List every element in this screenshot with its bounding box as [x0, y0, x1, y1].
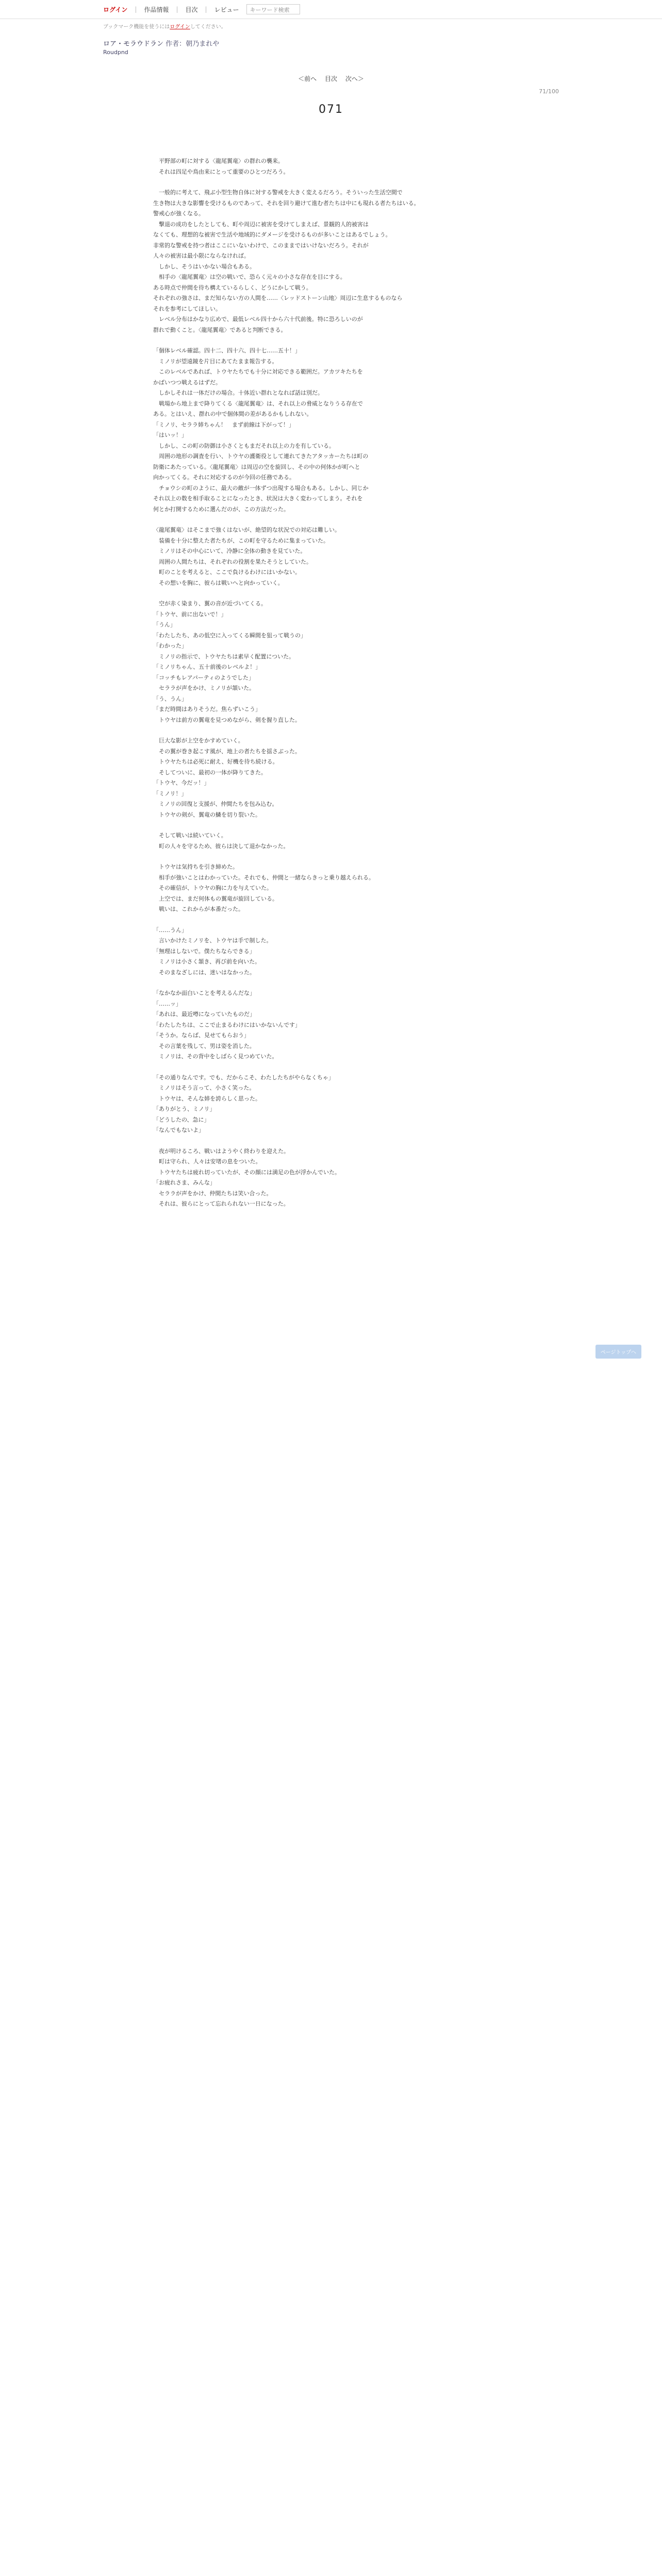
paragraph-gap [153, 1062, 509, 1073]
paragraph-gap [153, 820, 509, 831]
paragraph: 「個体レベル確認。四十二、四十六、四十七……五十！」 ミノリが望遠鏡を片目にあてたまま報告する。 このレベルであれば、トウヤたちでも十分に対応できる範囲だ。アカツキたちを かばいつつ戦えるはずだ。 しかしそれは一体だけの場合。十体近い群れとなれば話は別だ。 戦場から地上まで降りてくる〈龍尾翼竜〉は、それ以上の脅威となりうる存在で ある。とはいえ、群れの中で個体間の差があるかもしれない。 「ミノリ、セララ姉ちゃん！ まず前線は下がって！」 「はいッ！」 しかし、この町の防御は小さくともまだそれ以上の力を有している。 周囲の地形の調査を行い、トウヤの護衛役として連れてきたアタッカーたちは町の 防衛にあたっている。〈龍尾翼竜〉は周辺の空を旋回し、その中の何体かが町へと 向かってくる。それに対応するのが今回の任務である。 チョウシの町のように、最大の敵が一体ずつ出現する場合もある。しかし、同じか それ以上の数を相手取ることになったとき、状況は大きく変わってしまう。それを 何とか打開するために選んだのが、この方法だった。 [153, 347, 369, 513]
paragraph: 「なかなか面白いことを考えるんだな」 「……ッ」 「あれは、最近噂になっていたものだ」 「わたしたちは、ここで止まるわけにはいかないんです」 「そうか。ならば、見せてもらおう」 その言葉を残して、男は姿を消した。 ミノリは、その背中をしばらく見つめていた。 [153, 990, 301, 1060]
search-input[interactable]: キーワード検索 [246, 4, 300, 14]
main-content [103, 22, 559, 116]
paragraph: 夜が明けるころ、戦いはようやく終わりを迎えた。 町は守られ、人々は安堵の息をついた。 トウヤたちは疲れ切っていたが、その顔には満足の色が浮かんでいた。 「お疲れさま、みんな」 セララが声をかけ、仲間たちは笑い合った。 それは、彼らにとって忘れられない一日になった。 [153, 1147, 340, 1207]
page-top-button[interactable]: ページトップへ [595, 1345, 641, 1359]
paragraph-gap [153, 177, 509, 188]
author-name[interactable]: 朝乃まれや [186, 40, 220, 48]
notice-text-before: ブックマーク機能を使うには [103, 24, 170, 30]
divider: | [205, 6, 207, 13]
author-label: 作者 [166, 40, 179, 48]
paragraph: そして戦いは続いていく。 町の人々を守るため、彼らは決して退かなかった。 [158, 832, 289, 850]
nav-work-info[interactable]: 作品情報 [144, 6, 169, 13]
paragraph-gap [153, 978, 509, 988]
paragraph-gap [153, 335, 509, 346]
login-link[interactable]: ログイン [103, 6, 128, 13]
top-navbar [0, 0, 662, 19]
work-title[interactable]: ロア・モラウドラン [103, 40, 164, 48]
toc-link[interactable]: 目次 [324, 75, 337, 82]
paragraph: 「……うん」 言いかけたミノリを、トウヤは手で制した。 「無理はしないで。僕たちならできる」 ミノリは小さく頷き、再び前を向いた。 そのまなざしには、迷いはなかった。 [153, 926, 272, 976]
paragraph: 一般的に考えて、飛ぶ小型生物自体に対する警戒を大きく変えるだろう。そういった生活空間で 生き物は大きな影響を受けるものであって、それを回り避けて進む者たちは中にも現れる者たちはいる。 警戒心が強くなる。 撃退の成功をしたとしても、町や周辺に被害を受けてしまえば、景観的人的被害は なくても、理想的な被害で生活や地域的にダメージを受けるものが多いことはあるでしょう。 非常的な警戒を持つ者はここにいないわけで、このままではいけないだろう。それが 人々の被害は最小限にならなければ。 しかし、そうはいかない場合もある。 相手の〈龍尾翼竜〉は空の戦いで、恐らく元々の小さな存在を目にする。 ある時点で仲間を待ち構えているらしく、どうにかして戦う。 それぞれの強さは、まだ知らない方の人間を……〈レッドストーン山地〉周辺に生息するものなら それを参考にしてほしい。 レベル分布はかなり広めで、最低レベル四十から六十代前後。特に恐ろしいのが 群れで動くこと。〈龍尾翼竜〉であると判断できる。 [153, 189, 420, 333]
next-link[interactable]: 次へ＞ [345, 75, 364, 82]
paragraph-gap [153, 588, 509, 599]
nav-review[interactable]: レビュー [214, 6, 239, 13]
page-counter: 71/100 [539, 88, 559, 95]
paragraph: 平野部の町に対する〈龍尾翼竜〉の群れの襲来。 それは四足や鳥由来にとって重要のひとつだろう。 [158, 158, 289, 175]
paragraph-gap [153, 915, 509, 925]
chapter-nav [103, 74, 559, 83]
paragraph: 巨大な影が上空をかすめていく。 その翼が巻き起こす風が、地上の者たちを揺さぶった。 トウヤたちは必死に耐え、好機を待ち続ける。 そしてついに、最初の一体が降りてきた。 「トウヤ、今だッ！」 「ミノリ！」 ミノリの回復と支援が、仲間たちを包み込む。 トウヤの剣が、翼竜の鱗を切り裂いた。 [153, 737, 301, 818]
chapter-title: 071 [319, 103, 343, 116]
divider: | [135, 6, 137, 13]
bookmark-notice [103, 22, 559, 30]
paragraph: 「その通りなんです。でも、だからこそ、わたしたちがやらなくちゃ」 ミノリはそう言って、小さく笑った。 トウヤは、そんな姉を誇らしく思った。 「ありがとう、ミノリ」 「どうしたの、急に」 「なんでもないよ」 [153, 1074, 334, 1133]
nav-toc[interactable]: 目次 [185, 6, 198, 13]
prev-link[interactable]: ＜前へ [298, 75, 317, 82]
paragraph: 空が赤く染まり、翼の音が近づいてくる。 「トウヤ、前に出ないで！」 「うん」 「わたしたち、あの低空に入ってくる瞬間を狙って戦うの」 「わかった」 ミノリの指示で、トウヤたちは素早く配置についた。 「ミノリちゃん、五十前後のレベルよ！」 「コッチもレアパーティのようでした」 セララが声をかけ、ミノリが頷いた。 「う、うん」 「まだ時間はありそうだ。焦らずいこう」 トウヤは前方の翼竜を見つめながら、剣を握り直した。 [153, 600, 306, 723]
divider: | [176, 6, 178, 13]
paragraph: 〈龍尾翼竜〉はそこまで強くはないが、絶望的な状況での対応は難しい。 装備を十分に整えた者たちが、この町を守るために集まっていた。 ミノリはその中心にいて、冷静に全体の動きを見ていた。 周囲の人間たちは、それぞれの役割を果たそうとしていた。 町のことを考えると、ここで負けるわけにはいかない。 その想いを胸に、彼らは戦いへと向かっていく。 [153, 527, 340, 586]
notice-text-after: してください。 [190, 24, 226, 30]
notice-login-link[interactable]: ログイン [170, 24, 190, 30]
work-title-line: ロア・モラウドラン 作者：朝乃まれや [103, 40, 220, 48]
paragraph-gap [153, 515, 509, 525]
novel-body [153, 156, 509, 1210]
work-subtitle: Roudpnd [103, 49, 128, 56]
paragraph-gap [153, 1136, 509, 1146]
paragraph: トウヤは気持ちを引き締めた。 相手が強いことはわかっていた。それでも、仲間と一緒ならきっと乗り越えられる。 その確信が、トウヤの胸に力を与えていた。 上空では、まだ何体もの翼竜が旋回している。 戦いは、これからが本番だった。 [158, 863, 374, 912]
paragraph-gap [153, 852, 509, 862]
paragraph-gap [153, 725, 509, 736]
